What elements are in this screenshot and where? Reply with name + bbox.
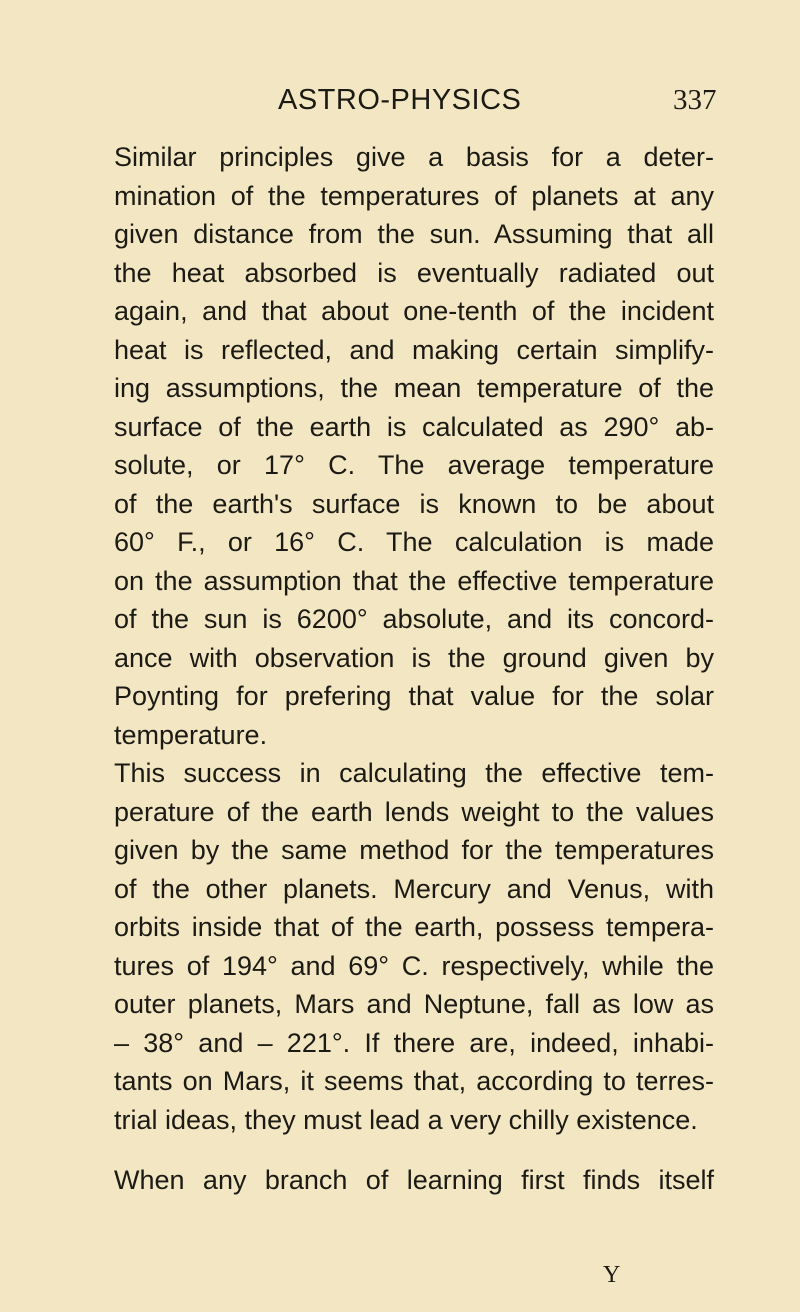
text-line: When any branch of learning first finds itself: [114, 1165, 714, 1195]
paragraph-2: [114, 754, 714, 1139]
body-text: [114, 138, 714, 1200]
paragraph-gap: [114, 1139, 714, 1161]
text-line: trial ideas, they must lead a very chilly existence.: [114, 1104, 698, 1135]
text-line: – 38° and – 221°. If there are, indeed, inhabi-: [114, 1027, 714, 1058]
text-line: again, and that about one-tenth of the incident: [114, 296, 714, 326]
text-line: given distance from the sun. Assuming that all: [114, 219, 714, 249]
text-line: of the sun is 6200° absolute, and its concord-: [114, 604, 714, 634]
text-line: ance with observation is the ground given by: [114, 642, 714, 673]
running-head: [0, 84, 800, 124]
paragraph-3: [114, 1161, 714, 1200]
text-line: perature of the earth lends weight to the values: [114, 796, 714, 827]
text-line: given by the same method for the temperatures: [114, 835, 714, 865]
text-line: outer planets, Mars and Neptune, fall as low as: [114, 989, 714, 1019]
text-line: of the other planets. Mercury and Venus, with: [114, 873, 714, 904]
text-line: tures of 194° and 69° C. respectively, while the: [114, 950, 714, 981]
text-line: solute, or 17° C. The average temperature: [114, 450, 714, 480]
text-line: heat is reflected, and making certain simplify-: [114, 334, 714, 365]
text-line: orbits inside that of the earth, possess tempera-: [114, 912, 714, 942]
text-line: 60° F., or 16° C. The calculation is made: [114, 527, 714, 557]
text-line: ing assumptions, the mean temperature of the: [114, 373, 714, 403]
text-line: Similar principles give a basis for a deter-: [114, 142, 714, 172]
running-title: ASTRO-PHYSICS: [278, 84, 522, 116]
text-line: on the assumption that the effective temperature: [114, 565, 714, 596]
signature-mark: Y: [603, 1262, 621, 1288]
text-line: temperature.: [114, 719, 268, 750]
text-line: of the earth's surface is known to be about: [114, 488, 714, 519]
text-line: surface of the earth is calculated as 290° ab-: [114, 411, 714, 442]
page-number: 337: [673, 84, 717, 116]
text-line: This success in calculating the effective tem-: [114, 758, 714, 788]
paragraph-1: [114, 138, 714, 754]
text-line: the heat absorbed is eventually radiated out: [114, 257, 714, 288]
text-line: Poynting for prefering that value for the solar: [114, 681, 714, 711]
text-line: tants on Mars, it seems that, according to terres-: [114, 1066, 714, 1096]
text-line: mination of the temperatures of planets at any: [114, 180, 714, 211]
